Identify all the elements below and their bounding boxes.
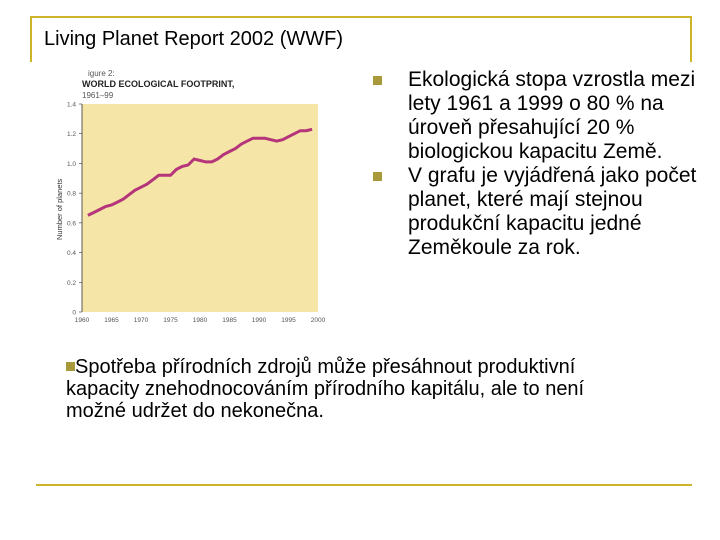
- square-bullet-icon: [373, 76, 382, 85]
- x-ticks: [75, 317, 326, 324]
- bottom-paragraph: [66, 356, 626, 422]
- chart-subtitle: 1961–99: [82, 91, 114, 100]
- bullet-item-planets-unit: [370, 164, 700, 260]
- y-tick-label: 1.4: [66, 101, 76, 109]
- x-tick-label: 1960: [74, 317, 90, 324]
- bottom-text: Spotřeba přírodních zdrojů může přesáhnout produktivní kapacity znehodnocováním přírodního kapitálu, ale to není možné udržet do nekonečna.: [66, 356, 585, 422]
- bottom-rule: [36, 484, 692, 486]
- x-tick-label: 1970: [133, 317, 149, 324]
- x-tick-label: 1965: [104, 317, 119, 324]
- y-tick-label: 0.4: [66, 250, 76, 258]
- y-tick-label: 1.0: [66, 160, 76, 168]
- y-axis-label: Number of planets: [55, 178, 64, 240]
- x-tick-label: 1975: [163, 317, 178, 324]
- x-tick-label: 1995: [281, 317, 296, 324]
- x-tick-label: 2000: [310, 317, 326, 324]
- chart-title: WORLD ECOLOGICAL FOOTPRINT,: [82, 79, 235, 89]
- x-tick-label: 1985: [222, 317, 237, 324]
- square-bullet-icon: [66, 362, 75, 371]
- y-tick-label: 0.8: [66, 190, 76, 198]
- top-rule: [30, 16, 692, 18]
- x-tick-label: 1980: [192, 317, 208, 324]
- bullet-list: [370, 68, 700, 260]
- slide-title: Living Planet Report 2002 (WWF): [44, 28, 344, 50]
- right-rule: [690, 16, 692, 62]
- y-tick-label: 0: [72, 309, 76, 317]
- bullet-text: Ekologická stopa vzrostla mezi lety 1961 a 1999 o 80 % na úroveň přesahující 20 % biologickou kapacitu Země.: [408, 68, 696, 163]
- bullet-item-footprint-growth: [370, 68, 700, 164]
- figure-label: igure 2:: [88, 69, 115, 78]
- plot-background: [82, 104, 318, 312]
- y-tick-label: 0.6: [66, 220, 76, 228]
- y-tick-label: 1.2: [66, 131, 76, 139]
- y-ticks: [67, 102, 82, 317]
- chart-svg: [38, 62, 338, 332]
- x-tick-label: 1990: [251, 317, 267, 324]
- y-tick-label: 0.2: [66, 279, 76, 287]
- left-rule: [30, 16, 32, 62]
- square-bullet-icon: [373, 172, 382, 181]
- bullet-text: V grafu je vyjádřená jako počet planet, které mají stejnou produkční kapacitu jedné Zeměkoule za rok.: [408, 164, 697, 259]
- footprint-chart: [38, 62, 338, 332]
